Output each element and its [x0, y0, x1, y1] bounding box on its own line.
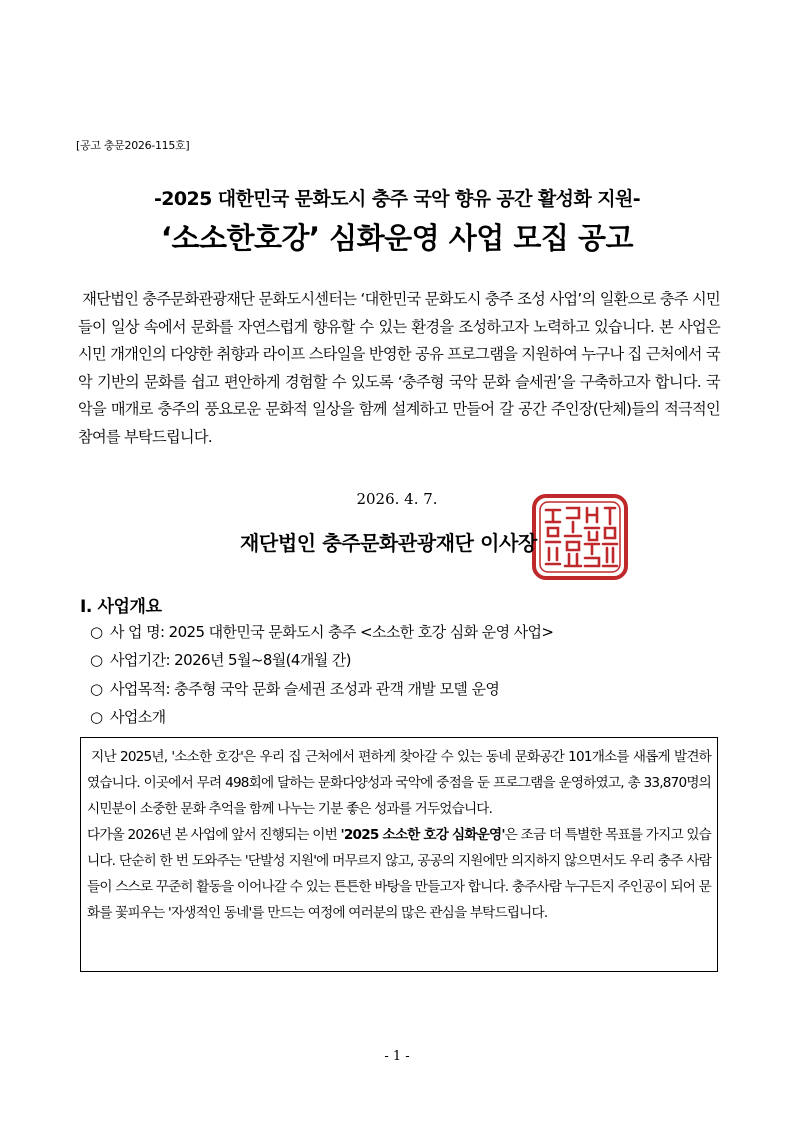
overview-list	[90, 618, 553, 731]
list-item	[90, 703, 553, 731]
organization-signature: 재단법인 충주문화관광재단 이사장	[240, 531, 537, 555]
intro-box-text-2a: 다가올 2026년 본 사업에 앞서 진행되는 이번	[87, 827, 341, 843]
intro-box-paragraph-2	[87, 822, 711, 926]
notice-number: [공고 충문2026-115호]	[76, 139, 190, 152]
item-project-period: 사업기간: 2026년 5월~8월(4개월 간)	[110, 651, 351, 670]
intro-box-paragraph-1	[87, 744, 711, 822]
project-intro-box	[80, 737, 718, 972]
intro-box-highlight: '2025 소소한 호강 심화운영'	[340, 827, 505, 843]
item-project-intro: 사업소개	[110, 707, 166, 726]
intro-box-text-2c: 은 조금 더 특별한 목표를 가지고 있습니다. 단순히 한 번 도와주는 '단발성 지원'에 머무르지 않고, 공공의 지원에만 의지하지 않으면서도 우리 충주 사람들이 스스로 꾸준히 활동을 이어나갈 수 있는 튼튼한 바탕을 만들고자 합니다. 충주사람 누구든지 주인공이 되어 문화를 꽃피우는 '자생적인 동네'를 만드는 여정에 여러분의 많은 관심을 부탁드립니다.	[87, 827, 711, 921]
bullet-circle-icon: ○	[90, 651, 103, 670]
official-seal-icon	[531, 494, 629, 580]
announcement-date: 2026. 4. 7.	[356, 490, 438, 508]
list-item	[90, 618, 553, 646]
announcement-subtitle: -2025 대한민국 문화도시 충주 국악 향유 공간 활성화 지원-	[153, 188, 640, 210]
intro-paragraph	[78, 286, 720, 451]
bullet-circle-icon: ○	[90, 623, 103, 641]
bullet-circle-icon: ○	[90, 707, 103, 726]
announcement-title: ‘소소한호강’ 심화운영 사업 모집 공고	[160, 221, 634, 255]
intro-box-text-1: 지난 2025년, '소소한 호강'은 우리 집 근처에서 편하게 찾아갈 수 있는 동네 문화공간 101개소를 새롭게 발견하였습니다. 이곳에서 무려 498회에 달하는 문화다양성과 국악에 중점을 둔 프로그램을 운영하였고, 총 33,870명의 시민분이 소중한 문화 추억을 함께 나누는 기분 좋은 성과를 거두었습니다.	[87, 749, 711, 817]
item-project-purpose: 사업목적: 충주형 국악 문화 슬세권 조성과 관객 개발 모델 운영	[110, 679, 500, 698]
intro-text: 재단법인 충주문화관광재단 문화도시센터는 ‘대한민국 문화도시 충주 조성 사업’의 일환으로 충주 시민들이 일상 속에서 문화를 자연스럽게 향유할 수 있는 환경을 조성하고자 노력하고 있습니다. 본 사업은 시민 개개인의 다양한 취향과 라이프 스타일을 반영한 공유 프로그램을 지원하여 누구나 집 근처에서 국악 기반의 문화를 쉽고 편안하게 경험할 수 있도록 ‘충주형 국악 문화 슬세권’을 구축하고자 합니다. 국악을 매개로 충주의 풍요로운 문화적 일상을 함께 설계하고 만들어 갈 공간 주인장(단체)들의 적극적인 참여를 부탁드립니다.	[78, 290, 720, 446]
list-item	[90, 646, 553, 674]
section-heading: Ⅰ. 사업개요	[80, 597, 162, 617]
list-item	[90, 675, 553, 703]
bullet-circle-icon: ○	[90, 679, 103, 698]
page-number: - 1 -	[384, 1049, 410, 1064]
item-project-name: 사 업 명: 2025 대한민국 문화도시 충주 <소소한 호강 심화 운영 사업>	[110, 623, 554, 641]
